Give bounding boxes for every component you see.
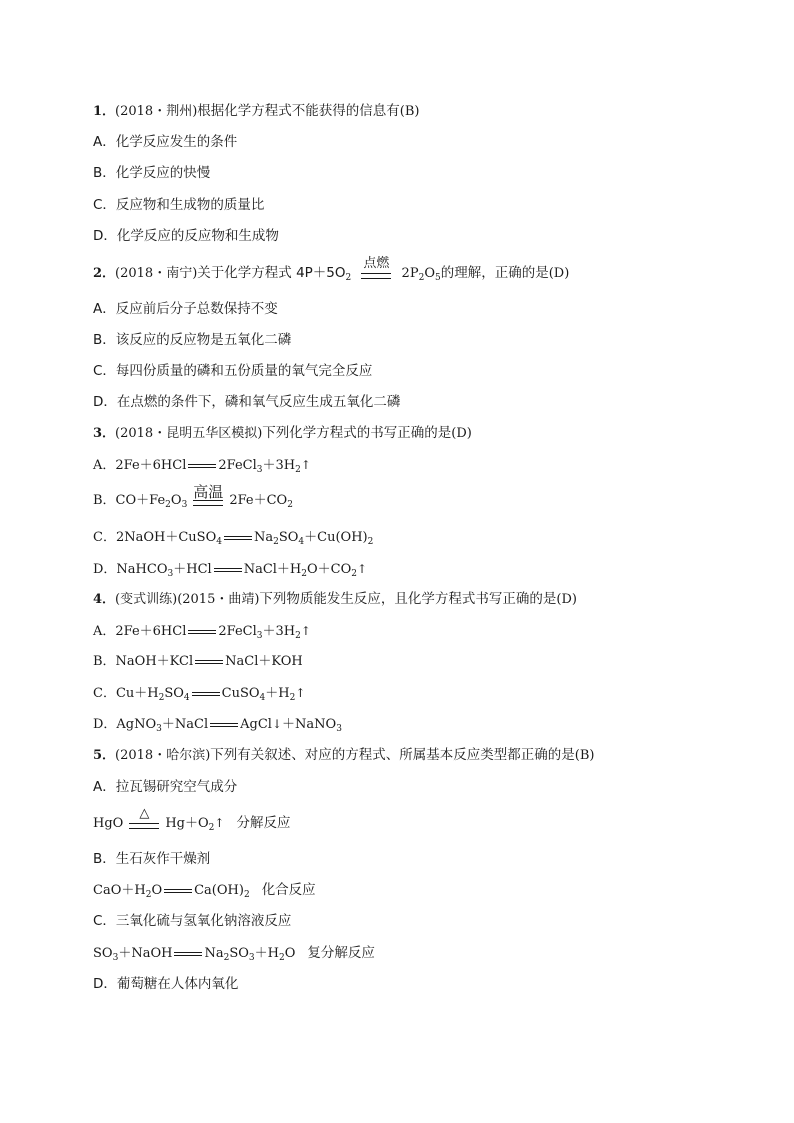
question-stem: 关于化学方程式 4P＋5O bbox=[197, 265, 346, 281]
reaction-type: 复分解反应 bbox=[307, 945, 375, 961]
question-source: (2018・荆州) bbox=[115, 104, 198, 119]
option-d: D．化学反应的反应物和生成物 bbox=[93, 228, 279, 244]
equation-a: HgO △ $Hg+O_2↑$ 分解反应 bbox=[93, 806, 291, 833]
option-a: A．化学反应发生的条件 bbox=[93, 134, 238, 150]
question-stem: 根据化学方程式不能获得的信息有 bbox=[197, 103, 400, 119]
question-1 bbox=[93, 102, 419, 121]
question-number: 4． bbox=[93, 592, 116, 607]
reaction-condition: △ bbox=[129, 823, 159, 833]
option-b: B．该反应的反应物是五氧化二磷 bbox=[93, 332, 292, 348]
question-number: 1． bbox=[93, 104, 116, 119]
question-answer: (D) bbox=[548, 266, 570, 281]
option-a: A．拉瓦锡研究空气成分 bbox=[93, 779, 238, 795]
reaction-condition: 高温 bbox=[193, 500, 223, 510]
question-2: 2．(2018・南宁)关于化学方程式 $4P+5O_2$ 点燃 $2P_2O_5$的理解，正确的是(D) bbox=[93, 256, 570, 283]
question-source: (变式训练)(2015・曲靖) bbox=[115, 592, 260, 607]
question-source: (2018・哈尔滨) bbox=[115, 748, 211, 763]
equation-b: $CaO+H_2O$ $Ca(OH)_2$ 化合反应 bbox=[93, 882, 316, 900]
option-d: D．在点燃的条件下，磷和氧气反应生成五氧化二磷 bbox=[93, 394, 401, 410]
question-number: 5． bbox=[93, 748, 116, 763]
reaction-type: 化合反应 bbox=[261, 882, 316, 898]
question-number: 2． bbox=[93, 266, 116, 281]
option-a: A．2Fe＋6HCl $2FeCl_3+3H_2↑$ bbox=[93, 624, 311, 641]
question-answer: (D) bbox=[451, 426, 472, 441]
option-b: B．$CO+Fe_2O_3$ 高温 $2Fe+CO_2$ bbox=[93, 483, 293, 510]
option-c: C．反应物和生成物的质量比 bbox=[93, 197, 265, 213]
option-d: D．NaHCO$_3$＋HCl $NaCl+H_2O+CO_2↑$ bbox=[93, 562, 368, 579]
option-d: D．葡萄糖在人体内氧化 bbox=[93, 976, 239, 992]
option-c: C．每四份质量的磷和五份质量的氧气完全反应 bbox=[93, 363, 373, 379]
option-b: B．NaOH＋KCl NaCl＋KOH bbox=[93, 654, 303, 669]
reaction-type: 分解反应 bbox=[236, 815, 291, 831]
question-5 bbox=[93, 746, 594, 765]
option-c: C．三氧化硫与氢氧化钠溶液反应 bbox=[93, 913, 292, 929]
question-source: (2018・昆明五华区模拟) bbox=[115, 426, 263, 441]
question-source: (2018・南宁) bbox=[115, 266, 198, 281]
question-3 bbox=[93, 424, 472, 443]
option-c: C．2NaOH＋CuSO$_4$ $Na_2SO_4+Cu(OH)_2$ bbox=[93, 530, 374, 547]
option-b: B．生石灰作干燥剂 bbox=[93, 851, 211, 867]
question-answer: (D) bbox=[556, 592, 577, 607]
option-b: B．化学反应的快慢 bbox=[93, 165, 211, 181]
equation-c: $SO_3+NaOH$ $Na_2SO_3+H_2O$ 复分解反应 bbox=[93, 945, 375, 963]
option-a: A．2Fe＋6HCl $2FeCl_3+3H_2↑$ bbox=[93, 458, 311, 475]
question-stem: 下列物质能发生反应，且化学方程式书写正确的是 bbox=[259, 591, 557, 607]
question-answer: (B) bbox=[574, 748, 595, 763]
question-answer: (B) bbox=[399, 104, 420, 119]
question-number: 3． bbox=[93, 426, 116, 441]
reaction-condition: 点燃 bbox=[361, 273, 391, 283]
question-stem: 下列化学方程式的书写正确的是 bbox=[262, 425, 452, 441]
option-a: A．反应前后分子总数保持不变 bbox=[93, 301, 278, 317]
question-stem: 下列有关叙述、对应的方程式、所属基本反应类型都正确的是 bbox=[210, 747, 575, 763]
option-d: D．AgNO$_3$＋NaCl AgCl↓＋NaNO$_3$ bbox=[93, 717, 342, 734]
option-c: C．$Cu+H_2SO_4$ $CuSO_4+H_2↑$ bbox=[93, 686, 306, 703]
question-4 bbox=[93, 590, 577, 609]
